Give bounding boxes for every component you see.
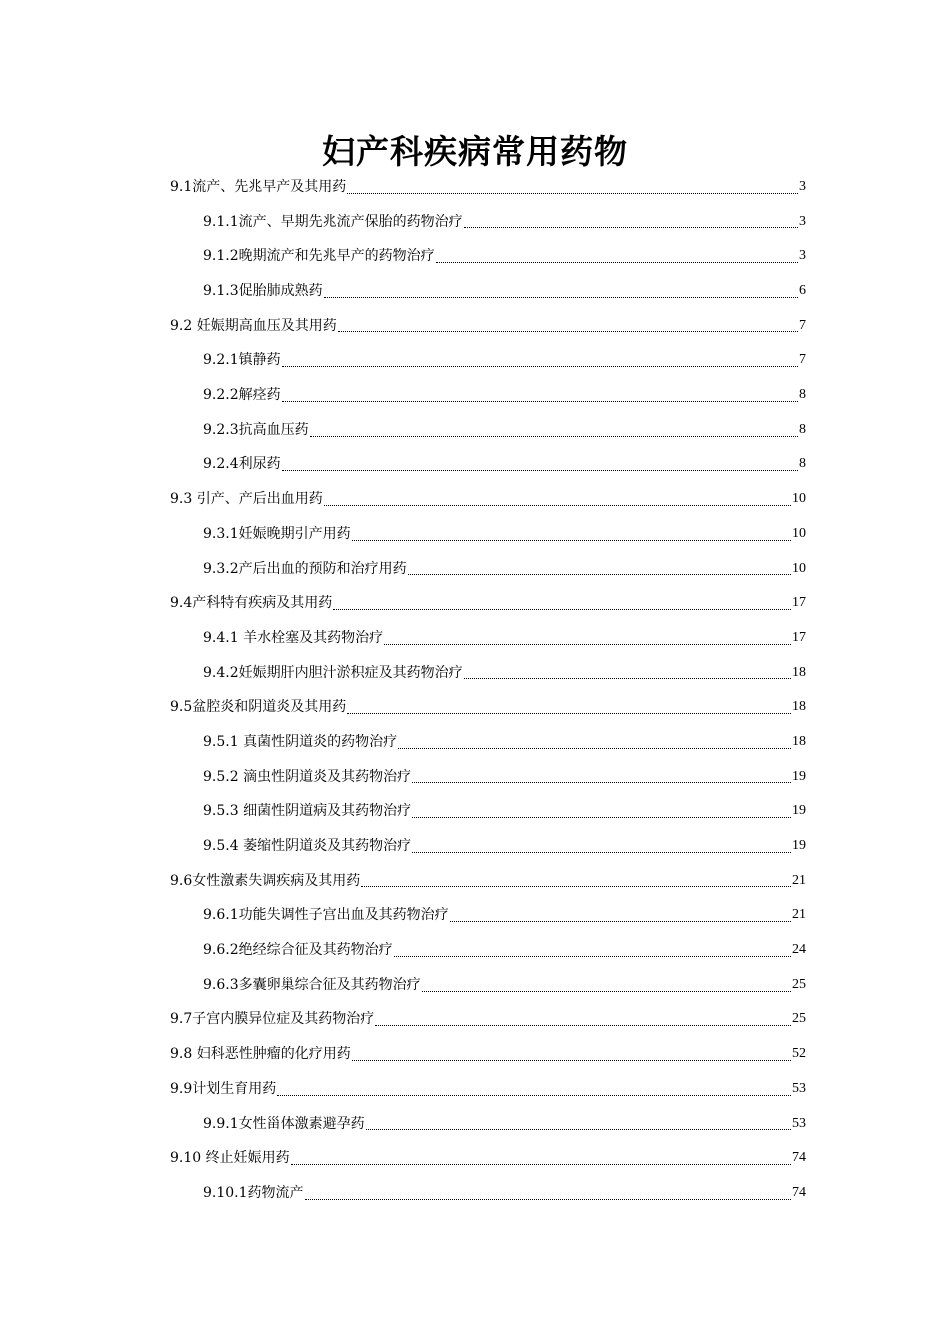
toc-entry-page-number: 74 (792, 1150, 806, 1166)
toc-entry-text: 9.6.3多囊卵巢综合征及其药物治疗 (203, 976, 421, 993)
toc-leader-dots (375, 1025, 791, 1026)
toc-entry[interactable] (170, 517, 806, 552)
toc-entry-page-number: 25 (792, 976, 806, 992)
toc-entry[interactable] (170, 864, 806, 899)
toc-entry-text: 9.3 引产、产后出血用药 (170, 491, 323, 508)
toc-entry-page-number: 3 (799, 213, 806, 229)
toc-entry-page-number: 52 (792, 1046, 806, 1062)
toc-entry[interactable] (170, 205, 806, 240)
toc-leader-dots (352, 1060, 791, 1061)
toc-leader-dots (277, 1095, 791, 1096)
toc-leader-dots (450, 921, 791, 922)
toc-leader-dots (394, 956, 791, 957)
toc-entry[interactable] (170, 343, 806, 378)
toc-leader-dots (347, 713, 791, 714)
page-title: 妇产科疾病常用药物 (322, 132, 628, 171)
toc-entry-text: 9.1流产、先兆早产及其用药 (170, 178, 347, 195)
toc-entry[interactable] (170, 1141, 806, 1176)
toc-entry-text: 9.2.2解痉药 (203, 387, 281, 404)
toc-entry-text: 9.4.1 羊水栓塞及其药物治疗 (203, 629, 384, 646)
toc-leader-dots (464, 227, 798, 228)
toc-entry-page-number: 25 (792, 1011, 806, 1027)
toc-entry[interactable] (170, 378, 806, 413)
toc-entry-text: 9.7子宫内膜异位症及其药物治疗 (170, 1011, 375, 1028)
toc-entry-text: 9.5.3 细菌性阴道病及其药物治疗 (203, 803, 412, 820)
toc-entry-page-number: 17 (792, 595, 806, 611)
toc-entry[interactable] (170, 413, 806, 448)
toc-entry[interactable] (170, 482, 806, 517)
toc-entry[interactable] (170, 274, 806, 309)
toc-entry-page-number: 18 (792, 664, 806, 680)
toc-leader-dots (352, 540, 791, 541)
toc-leader-dots (338, 331, 798, 332)
toc-leader-dots (333, 609, 791, 610)
toc-entry-text: 9.8 妇科恶性肿瘤的化疗用药 (170, 1046, 351, 1063)
toc-entry[interactable] (170, 690, 806, 725)
toc-entry[interactable] (170, 1176, 806, 1211)
toc-leader-dots (324, 505, 791, 506)
toc-entry[interactable] (170, 586, 806, 621)
toc-entry[interactable] (170, 656, 806, 691)
table-of-contents (170, 170, 806, 1211)
toc-entry[interactable] (170, 1003, 806, 1038)
toc-entry-page-number: 3 (799, 248, 806, 264)
toc-entry-text: 9.1.3促胎肺成熟药 (203, 283, 323, 300)
toc-entry-page-number: 18 (792, 733, 806, 749)
toc-leader-dots (412, 782, 791, 783)
toc-entry-page-number: 10 (792, 525, 806, 541)
toc-entry[interactable] (170, 1037, 806, 1072)
toc-entry-text: 9.4产科特有疾病及其用药 (170, 595, 333, 612)
toc-entry-text: 9.5盆腔炎和阴道炎及其用药 (170, 699, 347, 716)
toc-entry[interactable] (170, 239, 806, 274)
toc-leader-dots (436, 262, 798, 263)
toc-entry-page-number: 53 (792, 1115, 806, 1131)
toc-entry[interactable] (170, 725, 806, 760)
toc-entry-page-number: 24 (792, 942, 806, 958)
toc-entry-text: 9.5.4 萎缩性阴道炎及其药物治疗 (203, 838, 412, 855)
toc-entry-page-number: 19 (792, 838, 806, 854)
toc-entry-text: 9.2 妊娠期高血压及其用药 (170, 317, 337, 334)
toc-entry-page-number: 19 (792, 768, 806, 784)
toc-entry-text: 9.4.2妊娠期肝内胆汁淤积症及其药物治疗 (203, 664, 463, 681)
toc-entry-text: 9.1.2晚期流产和先兆早产的药物治疗 (203, 248, 435, 265)
toc-leader-dots (398, 748, 791, 749)
toc-entry-page-number: 8 (799, 456, 806, 472)
toc-entry-page-number: 19 (792, 803, 806, 819)
toc-leader-dots (291, 1164, 791, 1165)
toc-leader-dots (408, 574, 791, 575)
toc-entry[interactable] (170, 829, 806, 864)
toc-entry[interactable] (170, 1072, 806, 1107)
toc-entry-text: 9.5.2 滴虫性阴道炎及其药物治疗 (203, 768, 412, 785)
toc-entry-text: 9.3.1妊娠晚期引产用药 (203, 525, 351, 542)
toc-leader-dots (361, 886, 791, 887)
toc-entry-page-number: 74 (792, 1184, 806, 1200)
toc-entry-text: 9.5.1 真菌性阴道炎的药物治疗 (203, 733, 398, 750)
toc-entry-page-number: 53 (792, 1080, 806, 1096)
toc-leader-dots (422, 991, 791, 992)
toc-entry-page-number: 8 (799, 387, 806, 403)
toc-entry-text: 9.6.1功能失调性子宫出血及其药物治疗 (203, 907, 449, 924)
toc-entry-page-number: 10 (792, 560, 806, 576)
toc-entry-page-number: 3 (799, 178, 806, 194)
toc-entry[interactable] (170, 933, 806, 968)
toc-leader-dots (282, 366, 798, 367)
toc-entry[interactable] (170, 794, 806, 829)
toc-leader-dots (412, 852, 791, 853)
toc-leader-dots (347, 193, 798, 194)
toc-leader-dots (464, 678, 791, 679)
toc-entry-page-number: 6 (799, 283, 806, 299)
toc-entry[interactable] (170, 760, 806, 795)
toc-entry-text: 9.6女性激素失调疾病及其用药 (170, 872, 361, 889)
toc-entry[interactable] (170, 621, 806, 656)
toc-entry-page-number: 8 (799, 421, 806, 437)
toc-leader-dots (412, 817, 791, 818)
toc-entry-text: 9.10.1药物流产 (203, 1184, 304, 1201)
toc-entry-text: 9.9.1女性甾体激素避孕药 (203, 1115, 365, 1132)
toc-entry[interactable] (170, 309, 806, 344)
toc-entry-text: 9.6.2绝经综合征及其药物治疗 (203, 942, 393, 959)
toc-entry-text: 9.1.1流产、早期先兆流产保胎的药物治疗 (203, 213, 463, 230)
toc-leader-dots (366, 1129, 791, 1130)
toc-entry[interactable] (170, 448, 806, 483)
toc-entry[interactable] (170, 552, 806, 587)
toc-leader-dots (324, 297, 798, 298)
toc-leader-dots (282, 401, 798, 402)
toc-entry-text: 9.9计划生育用药 (170, 1080, 277, 1097)
toc-entry[interactable] (170, 898, 806, 933)
toc-entry-text: 9.2.4利尿药 (203, 456, 281, 473)
toc-entry-text: 9.10 终止妊娠用药 (170, 1150, 290, 1167)
toc-entry-text: 9.3.2产后出血的预防和治疗用药 (203, 560, 407, 577)
toc-entry-text: 9.2.1镇静药 (203, 352, 281, 369)
toc-leader-dots (305, 1199, 791, 1200)
toc-entry-page-number: 21 (792, 872, 806, 888)
toc-entry-page-number: 21 (792, 907, 806, 923)
toc-entry[interactable] (170, 968, 806, 1003)
toc-entry-page-number: 18 (792, 699, 806, 715)
toc-leader-dots (282, 470, 798, 471)
toc-entry-text: 9.2.3抗高血压药 (203, 421, 309, 438)
toc-entry[interactable] (170, 1107, 806, 1142)
toc-entry-page-number: 10 (792, 491, 806, 507)
toc-entry-page-number: 7 (799, 317, 806, 333)
toc-entry[interactable] (170, 170, 806, 205)
toc-entry-page-number: 7 (799, 352, 806, 368)
toc-leader-dots (384, 644, 791, 645)
toc-entry-page-number: 17 (792, 629, 806, 645)
toc-leader-dots (310, 436, 798, 437)
